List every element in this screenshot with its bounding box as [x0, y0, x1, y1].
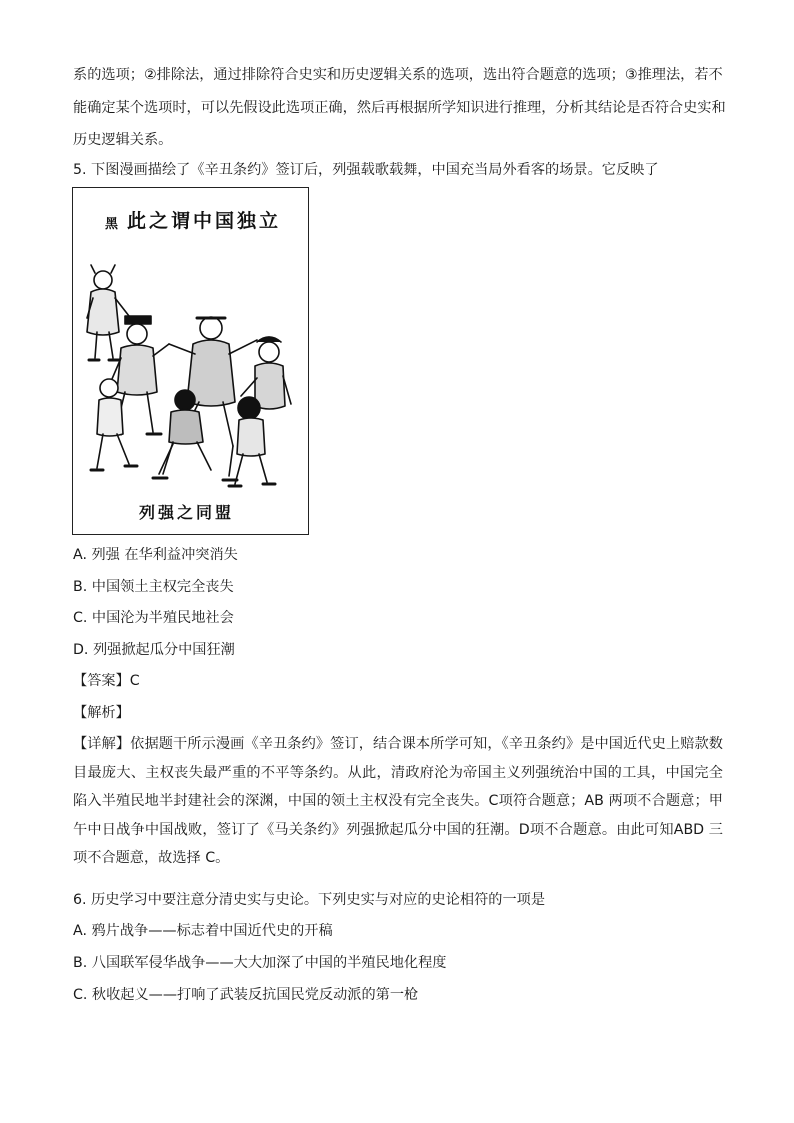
q6-option-b[interactable]: B. 八国联军侵华战争——大大加深了中国的半殖民地化程度: [73, 955, 447, 971]
q5-option-a[interactable]: A. 列强 在华利益冲突消失: [73, 547, 238, 563]
intro-line-1: 系的选项；②排除法，通过排除符合史实和历史逻辑关系的选项，选出符合题意的选项；③推理法，若不: [73, 67, 723, 83]
intro-line-3: 历史逻辑关系。: [73, 132, 173, 148]
cartoon-caption-mark: 黑: [105, 216, 122, 232]
q5-detail: [73, 730, 723, 873]
answer-value: C: [129, 673, 140, 689]
answer-label: 【答案】: [73, 673, 130, 689]
cartoon-caption-top-text: 此之谓中国独立: [127, 210, 282, 232]
detail-text: 依据题干所示漫画《辛丑条约》签订，结合课本所学可知，《辛丑条约》是中国近代史上赔款数目最庞大、主权丧失最严重的不平等条约。从此，清政府沦为帝国主义列强统治中国的工具，中国完全陷入半殖民地半封建社会的深渊，中国的领土主权没有完全丧失。C项符合题意；AB 两项不合题意；甲午中日战争中国战败，签订了《马关条约》列强掀起瓜分中国的狂潮。D项不合题意。由此可知ABD 三项不合题意，故选择 C。: [73, 736, 723, 867]
q6-option-a[interactable]: A. 鸦片战争——标志着中国近代史的开稿: [73, 923, 333, 939]
q5-option-c[interactable]: C. 中国沦为半殖民地社会: [73, 610, 234, 626]
q5-stem: 5. 下图漫画描绘了《辛丑条约》签订后，列强载歌载舞，中国充当局外看客的场景。它反映了: [73, 162, 659, 178]
q5-answer: [73, 671, 140, 691]
cartoon-illustration: [72, 187, 309, 535]
q5-option-b[interactable]: B. 中国领土主权完全丧失: [73, 579, 234, 595]
q5-option-d[interactable]: D. 列强掀起瓜分中国狂潮: [73, 642, 235, 658]
cartoon-caption-bottom: 列强之同盟: [139, 503, 235, 522]
q6-option-c[interactable]: C. 秋收起义——打响了武装反抗国民党反动派的第一枪: [73, 987, 419, 1003]
q6-stem: 6. 历史学习中要注意分清史实与史论。下列史实与对应的史论相符的一项是: [73, 892, 546, 908]
intro-line-2: 能确定某个选项时，可以先假设此选项正确，然后再根据所学知识进行推理，分析其结论是否符合史实和: [73, 100, 726, 116]
cartoon-figures: [73, 188, 308, 534]
analysis-label: 【解析】: [73, 705, 130, 721]
detail-label: 【详解】: [73, 736, 131, 752]
